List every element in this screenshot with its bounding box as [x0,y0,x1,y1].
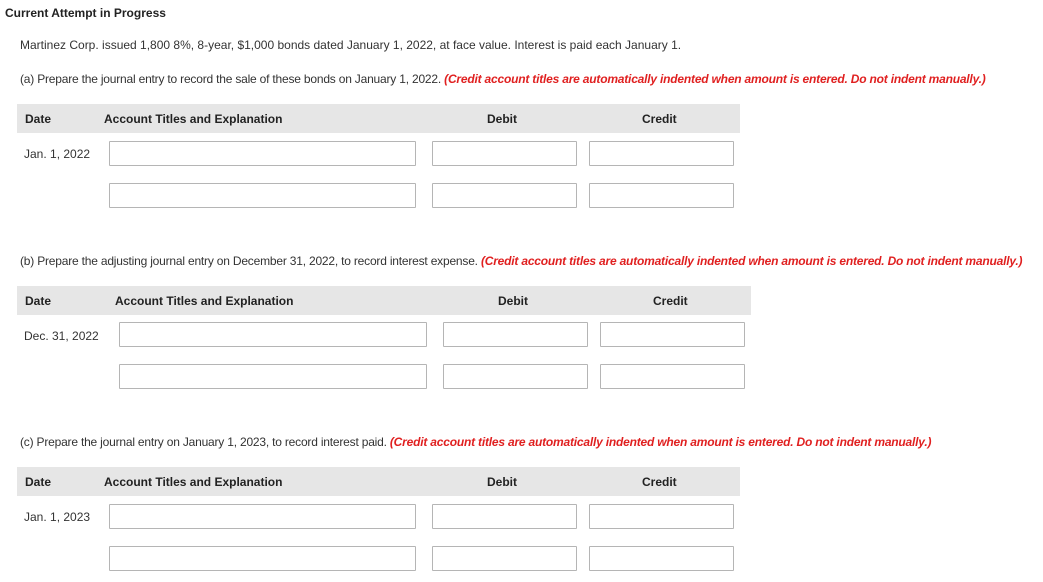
debit-header: Debit [487,112,517,126]
part-a-instruction-text: (a) Prepare the journal entry to record the sale of these bonds on January 1, 2022. [20,72,442,86]
part-c-instruction-text: (c) Prepare the journal entry on January 1, 2023, to record interest paid. [20,435,387,449]
debit-header: Debit [498,294,528,308]
date-header: Date [25,475,52,489]
date-header: Date [25,112,52,126]
credit-header: Credit [642,112,677,126]
part-c-row2-debit-input[interactable] [432,546,577,571]
account-header: Account Titles and Explanation [104,112,283,126]
credit-header: Credit [642,475,677,489]
part-a-date: Jan. 1, 2022 [24,147,91,161]
account-header: Account Titles and Explanation [104,475,283,489]
part-c-date: Jan. 1, 2023 [24,510,91,524]
attempt-status: Current Attempt in Progress [5,6,166,20]
account-header: Account Titles and Explanation [115,294,294,308]
part-b-instruction [20,254,1022,268]
part-a-row1-account-input[interactable] [109,141,416,166]
part-b-row1-debit-input[interactable] [443,322,588,347]
part-a-row2-credit-input[interactable] [589,183,734,208]
debit-header: Debit [487,475,517,489]
part-b-note: (Credit account titles are automatically indented when amount is entered. Do not indent manually.) [480,254,1023,268]
part-a-row1-debit-input[interactable] [432,141,577,166]
part-b-date: Dec. 31, 2022 [24,329,99,343]
part-a-row1-credit-input[interactable] [589,141,734,166]
part-c-row1-account-input[interactable] [109,504,416,529]
part-a-instruction [20,72,986,86]
part-b-row2-credit-input[interactable] [600,364,745,389]
part-c-note: (Credit account titles are automatically indented when amount is entered. Do not indent manually.) [389,435,932,449]
part-a-row2-account-input[interactable] [109,183,416,208]
credit-header: Credit [653,294,688,308]
part-a-table-header [17,104,740,133]
part-b-row1-account-input[interactable] [119,322,427,347]
part-b-instruction-text: (b) Prepare the adjusting journal entry on December 31, 2022, to record interest expense. [20,254,478,268]
date-header: Date [25,294,52,308]
part-b-row2-account-input[interactable] [119,364,427,389]
part-c-row1-credit-input[interactable] [589,504,734,529]
part-b-row1-credit-input[interactable] [600,322,745,347]
part-c-row2-credit-input[interactable] [589,546,734,571]
part-c-instruction [20,435,931,449]
part-a-row2-debit-input[interactable] [432,183,577,208]
part-c-table-header [17,467,740,496]
part-a-note: (Credit account titles are automatically indented when amount is entered. Do not indent manually.) [444,72,986,86]
part-c-row2-account-input[interactable] [109,546,416,571]
part-b-row2-debit-input[interactable] [443,364,588,389]
part-c-row1-debit-input[interactable] [432,504,577,529]
problem-statement: Martinez Corp. issued 1,800 8%, 8-year, $1,000 bonds dated January 1, 2022, at face value. Interest is paid each January 1. [20,38,682,52]
part-b-table-header [17,286,751,315]
